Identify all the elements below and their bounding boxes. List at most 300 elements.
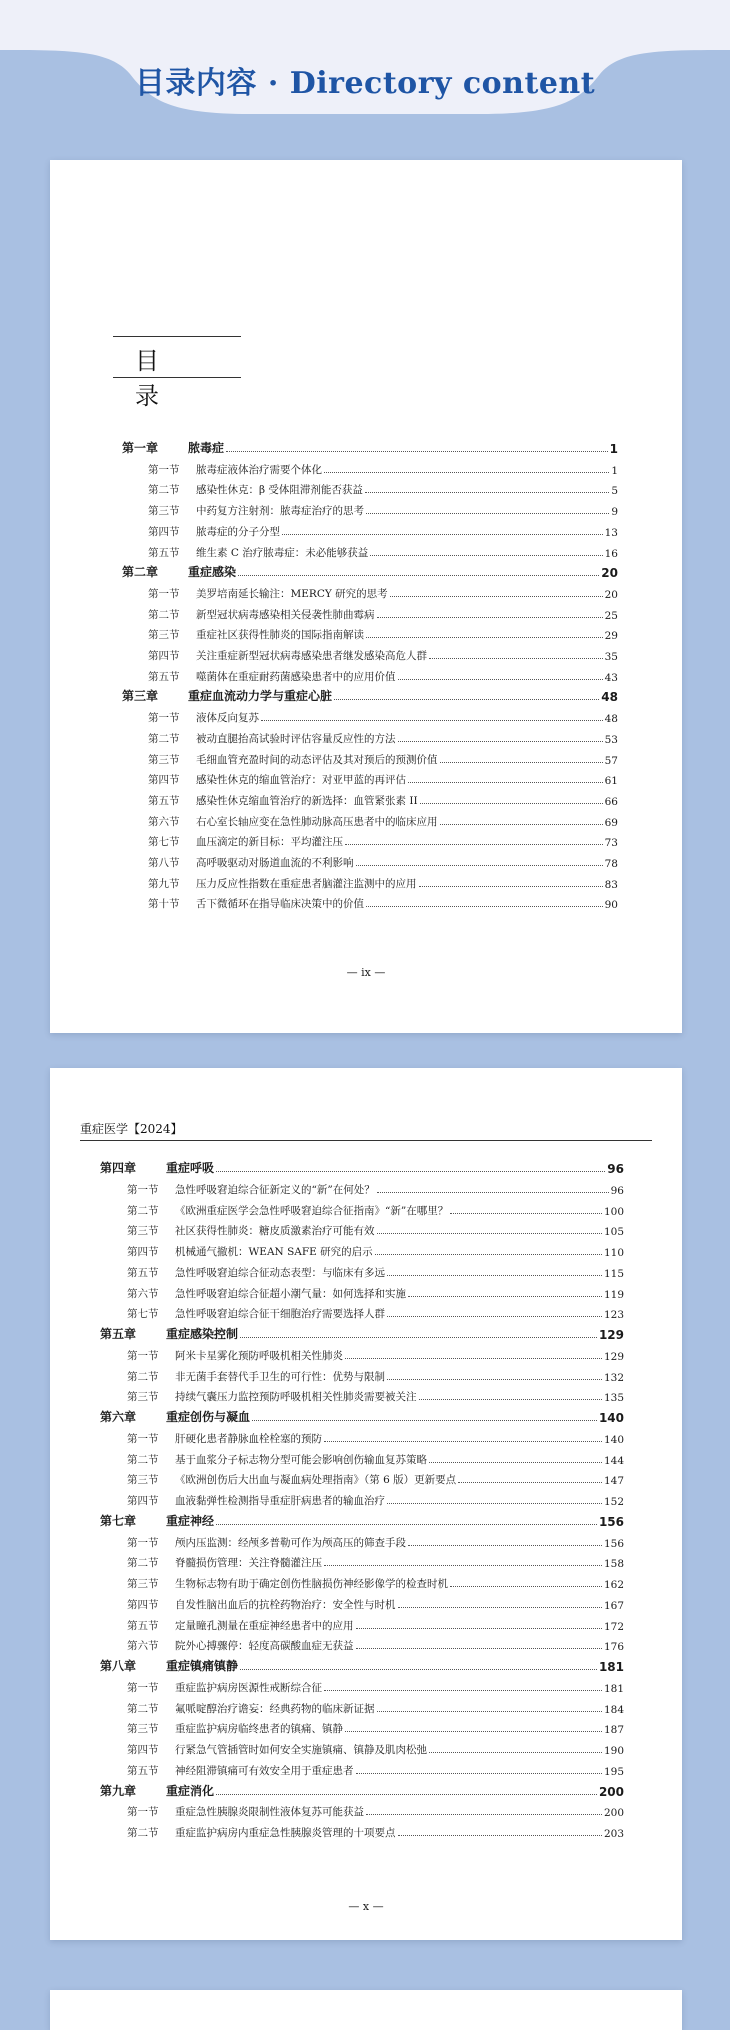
toc-entry-label [148,503,364,518]
toc-entry-label [127,1286,406,1301]
toc-section-row[interactable] [148,498,618,518]
toc-entry-number: 第三节 [148,629,180,642]
toc-section-row[interactable] [127,1488,624,1508]
toc-entry-number: 第六节 [127,1287,159,1300]
toc-entry-title: 急性呼吸窘迫综合征新定义的“新”在何处？ [175,1183,375,1196]
toc-entry-page: 100 [603,1205,624,1218]
toc-entry-title: 重症感染 [188,565,237,580]
toc-entry-title: 重症感染控制 [166,1327,239,1341]
toc-entry-title: 重症血流动力学与重症心脏 [188,689,333,704]
toc-leader-dots [366,906,603,907]
toc-section-row[interactable] [127,1530,624,1550]
toc-section-row[interactable] [148,643,618,663]
toc-entry-number: 第二节 [127,1702,159,1715]
toc-leader-dots [324,1690,602,1691]
toc-entry-label [148,793,418,808]
toc-entry-title: 重症神经 [166,1513,215,1528]
toc-leader-dots [365,492,609,493]
toc-section-row[interactable] [127,1198,624,1218]
toc-entry-page: 66 [604,795,618,808]
toc-entry-number: 第六节 [127,1640,159,1653]
toc-leader-dots [240,1669,597,1670]
toc-entry-label [148,772,406,787]
toc-section-row[interactable] [127,1571,624,1591]
toc-entry-page: 43 [604,671,618,684]
toc-section-row[interactable] [127,1820,624,1840]
toc-entry-label [127,1742,427,1757]
toc-section-row[interactable] [127,1716,624,1736]
toc-entry-title: 《欧洲重症医学会急性呼吸窘迫综合征指南》“新”在哪里？ [175,1204,449,1217]
toc-entry-title: 生物标志物有助于确定创伤性脑损伤神经影像学的检查时机 [175,1578,448,1590]
toc-entry-label [127,1680,322,1695]
toc-entry-title: 重症创伤与凝血 [166,1410,251,1424]
toc-leader-dots [398,1607,602,1608]
toc-entry-title: 毛细血管充盈时间的动态评估及其对预后的预测价值 [196,753,438,766]
toc-entry-number: 第五节 [148,670,180,683]
toc-entry-page: 69 [604,816,618,829]
toc-entry-page: 158 [603,1558,624,1571]
toc-leader-dots [408,1545,602,1546]
toc-entry-page: 132 [603,1371,624,1384]
toc-entry-label [148,627,364,642]
toc-entry-label [100,1325,238,1342]
toc-entry-page: 1 [611,464,618,477]
toc-page-next [50,1990,682,2030]
toc-entry-label [148,814,438,829]
page-folio-x: — x — [348,1900,384,1913]
toc-entry-number: 第五节 [127,1619,159,1632]
toc-entry-number: 第三节 [127,1723,159,1736]
toc-entry-number: 第五节 [148,546,180,559]
toc-entry-number: 第三节 [127,1578,159,1590]
toc-entry-label [148,752,438,767]
toc-leader-dots [324,1441,602,1442]
running-head [80,1118,652,1141]
toc-entry-page: 129 [598,1328,624,1342]
toc-entry-number: 第一节 [148,587,180,600]
toc-entry-number: 第七节 [127,1308,159,1321]
toc-entry-page: 29 [604,630,618,643]
toc-section-row[interactable] [127,1218,624,1238]
toc-entry-number: 第四节 [127,1495,159,1507]
toc-entry-title: 脊髓损伤管理：关注脊髓灌注压 [175,1557,322,1570]
toc-section-row[interactable] [127,1675,624,1695]
toc-entry-page: 176 [603,1641,624,1654]
toc-entry-label [148,586,388,601]
toc-section-row[interactable] [148,891,618,911]
toc-entry-page: 140 [603,1433,624,1446]
toc-section-row[interactable] [148,457,618,477]
toc-entry-number: 第一节 [127,1536,159,1549]
toc-entry-page: 53 [604,733,618,746]
toc-entry-number: 第七章 [100,1513,137,1528]
toc-section-row[interactable] [148,788,618,808]
toc-entry-number: 第五章 [100,1327,137,1341]
toc-entry-title: 颅内压监测：经颅多普勒可作为颅高压的筛查手段 [175,1536,406,1549]
toc-section-row[interactable] [127,1384,624,1404]
toc-entry-number: 第五节 [127,1764,159,1777]
toc-entry-number: 第二章 [122,565,159,580]
toc-entry-label [148,462,322,477]
toc-entry-label [127,1472,456,1487]
toc-leader-dots [345,1731,602,1732]
toc-leader-dots [252,1420,597,1421]
toc-entry-title: 压力反应性指数在重症患者脑灌注监测中的应用 [196,877,417,890]
toc-entry-number: 第四节 [127,1598,159,1611]
toc-entry-number: 第一节 [127,1432,159,1445]
toc-leader-dots [408,782,603,783]
toc-entry-label [127,1244,373,1259]
toc-entry-label [127,1369,385,1384]
toc-entry-number: 第二节 [127,1557,159,1570]
toc-entry-number: 第九章 [100,1783,137,1798]
toc-leader-dots [324,1565,602,1566]
toc-leader-dots [216,1171,605,1172]
toc-leader-dots [419,1399,602,1400]
toc-entry-label [148,545,368,560]
toc-chapter-row[interactable] [100,1654,624,1674]
toc-leader-dots [216,1794,597,1795]
toc-entry-title: 脓毒症 [188,441,225,455]
toc-entry-page: 61 [604,775,618,788]
toc-leader-dots [345,1358,602,1359]
toc-leader-dots [324,472,609,473]
toc-section-row[interactable] [148,767,618,787]
toc-chapter-row[interactable] [122,684,618,704]
toc-entry-label [148,710,259,725]
toc-entry-title: 急性呼吸窘迫综合征干细胞治疗需要选择人群 [175,1308,385,1321]
toc-entry-title: 脓毒症的分子分型 [196,525,280,538]
toc-entry-number: 第三章 [122,689,159,704]
toc-leader-dots [420,803,603,804]
toc-entry-title: 重症社区获得性肺炎的国际指南解读 [196,629,364,642]
toc-entry-label [148,669,396,684]
toc-entry-label [127,1306,385,1321]
toc-entry-label [148,482,363,497]
toc-entry-title: 重症呼吸 [166,1161,215,1175]
toc-leader-dots [398,679,603,680]
toc-leader-dots [216,1524,597,1525]
toc-leader-dots [429,658,603,659]
toc-entry-page: 16 [604,547,618,560]
toc-section-row[interactable] [127,1737,624,1757]
toc-entry-title: 右心室长轴应变在急性肺动脉高压患者中的临床应用 [196,815,438,828]
toc-section-row[interactable] [148,871,618,891]
toc-section-row[interactable] [127,1758,624,1778]
toc-section-row[interactable] [127,1633,624,1653]
toc-section-row[interactable] [127,1550,624,1570]
toc-entry-number: 第四节 [148,650,180,662]
toc-entry-label [148,896,364,911]
toc-leader-dots [366,637,603,638]
toc-entry-title: 持续气囊压力监控预防呼吸机相关性肺炎需要被关注 [175,1391,417,1404]
toc-entry-number: 第九节 [148,877,180,890]
toc-entry-number: 第一节 [148,712,180,725]
toc-leader-dots [450,1213,602,1214]
toc-heading-box [113,336,241,410]
toc-section-row[interactable] [127,1301,624,1321]
toc-entry-page: 5 [611,485,618,498]
toc-entry-title: 关注重症新型冠状病毒感染患者继发感染高危人群 [196,650,427,662]
toc-entry-label [148,855,354,870]
toc-entry-label [127,1493,385,1508]
toc-entry-number: 第十节 [148,898,180,911]
toc-section-row[interactable] [148,519,618,539]
toc-leader-dots [240,1337,597,1338]
toc-entry-title: 肝硬化患者静脉血栓栓塞的预防 [175,1432,322,1445]
toc-entry-page: 184 [603,1703,624,1716]
toc-leader-dots [398,741,603,742]
toc-entry-number: 第二节 [127,1453,159,1466]
toc-section-row[interactable] [148,705,618,725]
running-head-text: 重症医学【2024】 [80,1122,183,1136]
toc-entry-label [127,1576,448,1591]
toc-entry-title: 社区获得性肺炎：糖皮质激素治疗可能有效 [175,1225,375,1238]
toc-entry-page: 181 [603,1682,624,1695]
toc-entry-number: 第一节 [148,463,180,476]
toc-entry-page: 135 [603,1392,624,1405]
toc-entry-title: 机械通气撤机：WEAN SAFE 研究的启示 [175,1246,373,1258]
toc-entry-title: 维生素 C 治疗脓毒症：未必能够获益 [196,546,369,559]
toc-entry-page: 96 [610,1184,624,1197]
toc-entry-title: 液体反向复苏 [196,712,259,725]
toc-entry-number: 第三节 [127,1474,159,1487]
toc-entry-page: 13 [604,526,618,539]
toc-entry-label [100,1657,238,1674]
toc-section-row[interactable] [127,1343,624,1363]
toc-entry-title: 阿米卡星雾化预防呼吸机相关性肺炎 [175,1349,343,1362]
toc-leader-dots [450,1586,602,1587]
toc-entry-number: 第五节 [127,1266,159,1279]
toc-entry-page: 1 [609,442,618,456]
toc-section-row[interactable] [148,622,618,642]
toc-entry-title: 脓毒症液体治疗需要个体化 [196,463,322,476]
toc-entry-title: 院外心搏骤停：轻度高碳酸血症无获益 [175,1640,354,1653]
toc-entry-label [148,876,417,891]
toc-leader-dots [356,1648,602,1649]
toc-entry-number: 第五节 [148,794,180,807]
toc-leader-dots [356,1628,602,1629]
toc-section-row[interactable] [127,1426,624,1446]
toc-entry-number: 第四章 [100,1161,137,1175]
toc-entry-label [127,1825,396,1840]
toc-entry-page: 25 [604,609,618,622]
toc-section-row[interactable] [148,664,618,684]
toc-entry-label [122,563,236,580]
toc-entry-label [148,524,280,539]
toc-leader-dots [356,1773,602,1774]
toc-entry-page: 144 [603,1454,624,1467]
toc-entry-label [122,439,224,456]
toc-entry-number: 第四节 [148,525,180,538]
toc-entry-label [127,1721,343,1736]
toc-section-row[interactable] [127,1613,624,1633]
toc-leader-dots [387,1503,602,1504]
toc-entry-title: 自发性脑出血后的抗栓药物治疗：安全性与时机 [175,1598,396,1611]
toc-section-row[interactable] [127,1281,624,1301]
toc-entry-number: 第一节 [127,1349,159,1362]
toc-entry-page: 73 [604,837,618,850]
toc-entry-number: 第六章 [100,1410,137,1424]
toc-entry-label [127,1597,396,1612]
toc-page-ix [50,160,682,1033]
toc-chapter-row[interactable] [100,1405,624,1425]
toc-leader-dots [429,1462,602,1463]
toc-section-row[interactable] [127,1799,624,1819]
toc-leader-dots [366,1814,602,1815]
toc-leader-dots [377,1233,602,1234]
toc-section-row[interactable] [127,1467,624,1487]
toc-leader-dots [377,1192,609,1193]
toc-entry-title: 噬菌体在重症耐药菌感染患者中的应用价值 [196,670,396,683]
toc-entry-number: 第一节 [127,1681,159,1694]
toc-section-row[interactable] [148,850,618,870]
toc-entry-title: 重症监护病房内重症急性胰腺炎管理的十项要点 [175,1827,396,1839]
toc-entry-label [148,834,343,849]
toc-entry-page: 156 [598,1514,624,1529]
toc-section-row[interactable] [148,747,618,767]
toc-section-row[interactable] [127,1260,624,1280]
toc-entry-page: 83 [604,878,618,891]
toc-entry-number: 第四节 [148,774,180,787]
toc-entry-title: 氟哌啶醇治疗谵妄：经典药物的临床新证据 [175,1702,375,1715]
toc-section-row[interactable] [127,1592,624,1612]
toc-entry-title: 急性呼吸窘迫综合征动态表型：与临床有多远 [175,1266,385,1279]
toc-entry-page: 195 [603,1765,624,1778]
toc-entry-label [127,1638,354,1653]
toc-entry-number: 第一章 [122,441,159,455]
toc-chapter-row[interactable] [122,560,618,580]
toc-entry-page: 162 [603,1579,624,1591]
toc-entry-label [100,1408,250,1425]
toc-entry-page: 172 [603,1620,624,1633]
toc-leader-dots [334,699,599,700]
toc-entry-page: 156 [603,1537,624,1550]
toc-entry-title: 舌下微循环在指导临床决策中的价值 [196,898,364,911]
toc-leader-dots [419,886,603,887]
toc-entry-label [127,1203,448,1218]
toc-leader-dots [282,534,603,535]
toc-entry-page: 200 [598,1784,624,1799]
toc-entry-label [100,1512,214,1529]
toc-section-row[interactable] [148,540,618,560]
toc-entry-page: 187 [603,1724,624,1737]
toc-leader-dots [387,1275,602,1276]
toc-leader-dots [345,844,603,845]
toc-entry-title: 高呼吸驱动对肠道血流的不利影响 [196,857,354,869]
toc-entry-number: 第二节 [148,484,180,497]
toc-entry-title: 重症消化 [166,1783,215,1798]
toc-entry-page: 190 [603,1745,624,1757]
toc-entry-label [127,1804,364,1819]
toc-entry-label [148,731,396,746]
toc-entry-title: 中药复方注射剂：脓毒症治疗的思考 [196,505,364,518]
toc-leader-dots [458,1482,602,1483]
toc-leader-dots [377,1711,602,1712]
toc-entry-number: 第三节 [127,1225,159,1238]
toc-entry-page: 90 [604,899,618,912]
toc-entry-page: 200 [603,1807,624,1820]
toc-leader-dots [390,596,603,597]
toc-entry-number: 第三节 [148,753,180,766]
toc-leader-dots [408,1296,602,1297]
toc-heading: 目 录 [135,347,211,410]
toc-entry-page: 57 [604,754,618,767]
toc-leader-dots [440,824,603,825]
toc-entry-label [127,1452,427,1467]
toc-leader-dots [356,865,603,866]
toc-entry-label [100,1159,214,1176]
toc-leader-dots [387,1316,602,1317]
toc-entry-number: 第二节 [127,1827,159,1839]
toc-leader-dots [429,1752,602,1753]
toc-entry-page: 140 [598,1411,624,1425]
toc-leader-dots [375,1254,602,1255]
toc-leader-dots [387,1379,602,1380]
toc-section-row[interactable] [148,602,618,622]
toc-entry-number: 第二节 [127,1204,159,1217]
toc-entry-page: 115 [603,1267,624,1280]
toc-entry-title: 重症急性胰腺炎限制性液体复苏可能获益 [175,1806,364,1819]
toc-entry-number: 第三节 [127,1391,159,1404]
toc-section-row[interactable] [127,1239,624,1259]
toc-entry-page: 110 [603,1247,624,1259]
toc-entry-title: 感染性休克的缩血管治疗：对亚甲蓝的再评估 [196,774,406,787]
toc-entry-number: 第四节 [127,1744,159,1756]
toc-section-row[interactable] [127,1177,624,1197]
toc-chapter-row[interactable] [100,1779,624,1799]
toc-entry-title: 重症监护病房临终患者的镇痛、镇静 [175,1723,343,1736]
toc-chapter-row[interactable] [122,436,618,456]
toc-entry-number: 第二节 [148,608,180,621]
toc-entry-page: 48 [601,690,618,705]
toc-section-row[interactable] [127,1447,624,1467]
toc-section-row[interactable] [127,1696,624,1716]
toc-leader-dots [261,720,603,721]
page-folio-ix: — ix — [346,966,386,979]
toc-section-row[interactable] [148,726,618,746]
toc-entry-page: 96 [607,1162,624,1176]
toc-section-row[interactable] [148,829,618,849]
toc-chapter-row[interactable] [100,1509,624,1529]
toc-entry-title: 重症监护病房医源性戒断综合征 [175,1681,322,1694]
toc-entry-page: 123 [603,1309,624,1322]
toc-chapter-row[interactable] [100,1156,624,1176]
toc-entry-page: 203 [603,1828,624,1840]
toc-entry-number: 第三节 [148,505,180,518]
toc-entry-label [127,1431,322,1446]
toc-entry-title: 血液黏弹性检测指导重症肝病患者的输血治疗 [175,1495,385,1507]
toc-chapter-row[interactable] [100,1322,624,1342]
toc-entry-title: 感染性休克：β 受体阻滞剂能否获益 [196,484,363,497]
toc-section-row[interactable] [148,477,618,497]
toc-entry-label [127,1348,343,1363]
toc-entry-title: 行紧急气管插管时如何安全实施镇痛、镇静及肌肉松弛 [175,1744,427,1756]
toc-section-row[interactable] [127,1364,624,1384]
toc-section-row[interactable] [148,809,618,829]
toc-section-row[interactable] [148,581,618,601]
toc-entry-label [127,1701,375,1716]
toc-entry-number: 第八章 [100,1659,137,1673]
toc-entry-title: 感染性休克缩血管治疗的新选择：血管紧张素 II [196,794,418,807]
toc-entry-title: 重症镇痛镇静 [166,1659,239,1673]
toc-leader-dots [398,1835,602,1836]
toc-entry-label [148,607,375,622]
toc-entry-title: 定量瞳孔测量在重症神经患者中的应用 [175,1619,354,1632]
top-strip [0,0,730,46]
toc-entry-label [127,1223,375,1238]
toc-entry-title: 新型冠状病毒感染相关侵袭性肺曲霉病 [196,608,375,621]
